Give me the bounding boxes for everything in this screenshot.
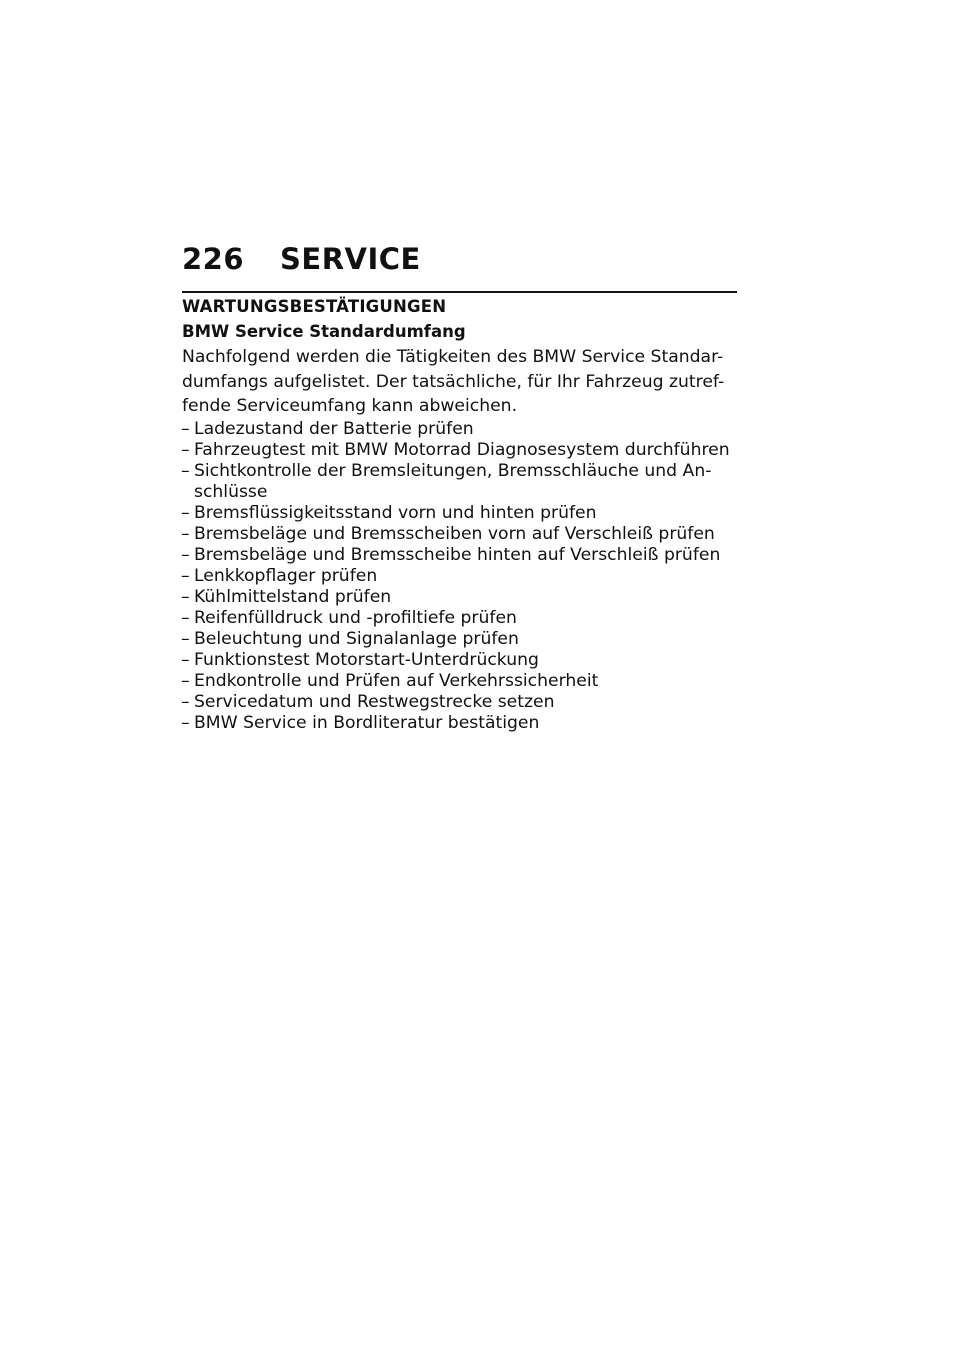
- bullet-marker: –: [181, 712, 190, 733]
- task-text: Ladezustand der Batterie prüfen: [194, 418, 474, 439]
- list-item: [182, 629, 742, 650]
- bullet-marker: –: [181, 502, 190, 523]
- bullet-marker: –: [181, 649, 190, 670]
- list-item: [182, 440, 742, 461]
- list-item: [182, 566, 742, 587]
- header-rule: [182, 291, 737, 293]
- task-text: Lenkkopflager prüfen: [194, 565, 378, 586]
- list-item: [182, 671, 742, 692]
- bullet-marker: –: [181, 523, 190, 544]
- list-item: [182, 650, 742, 671]
- list-item: [182, 545, 742, 566]
- intro-line: dumfangs aufgelistet. Der tatsächliche, für Ihr Fahrzeug zutref-: [182, 371, 725, 392]
- list-item: [182, 692, 742, 713]
- bullet-marker: –: [181, 670, 190, 691]
- section-heading: WARTUNGSBESTÄTIGUNGEN: [182, 297, 447, 316]
- intro-line: fende Serviceumfang kann abweichen.: [182, 396, 518, 416]
- list-item: [182, 587, 742, 608]
- list-item: [182, 503, 742, 524]
- task-text: BMW Service in Bordliteratur bestätigen: [194, 712, 540, 733]
- page-content: [182, 296, 742, 734]
- bullet-marker: –: [181, 439, 190, 460]
- bullet-marker: –: [181, 586, 190, 607]
- bullet-marker: –: [181, 607, 190, 628]
- page-number: 226: [182, 242, 245, 276]
- task-text: Endkontrolle und Prüfen auf Verkehrssicherheit: [194, 670, 599, 691]
- task-list: [182, 419, 742, 734]
- task-text: Fahrzeugtest mit BMW Motorrad Diagnosesystem durchführen: [194, 439, 730, 460]
- list-item: [182, 608, 742, 629]
- task-text: Beleuchtung und Signalanlage prüfen: [194, 628, 519, 649]
- task-text: Reifenfülldruck und -profiltiefe prüfen: [194, 607, 517, 628]
- task-text: Kühlmittelstand prüfen: [194, 586, 392, 607]
- list-item: [182, 461, 742, 503]
- task-text: Bremsbeläge und Bremsscheibe hinten auf Verschleiß prüfen: [194, 544, 721, 565]
- intro-paragraph: [182, 345, 742, 419]
- intro-line: Nachfolgend werden die Tätigkeiten des BMW Service Standar-: [182, 347, 724, 367]
- task-text: Bremsflüssigkeitsstand vorn und hinten prüfen: [194, 502, 597, 523]
- bullet-marker: –: [181, 418, 190, 439]
- bullet-marker: –: [181, 460, 190, 481]
- bullet-marker: –: [181, 565, 190, 586]
- task-text: Sichtkontrolle der Bremsleitungen, Bremsschläuche und An-schlüsse: [194, 460, 712, 502]
- task-text: Servicedatum und Restwegstrecke setzen: [194, 691, 555, 712]
- task-text: Bremsbeläge und Bremsscheiben vorn auf Verschleiß prüfen: [194, 523, 715, 544]
- list-item: [182, 419, 742, 440]
- bullet-marker: –: [181, 628, 190, 649]
- task-text: Funktionstest Motorstart-Unterdrückung: [194, 649, 539, 670]
- list-item: [182, 713, 742, 734]
- bullet-marker: –: [181, 691, 190, 712]
- bullet-marker: –: [181, 544, 190, 565]
- chapter-title: SERVICE: [280, 242, 421, 276]
- list-item: [182, 524, 742, 545]
- subheading: BMW Service Standardumfang: [182, 322, 466, 341]
